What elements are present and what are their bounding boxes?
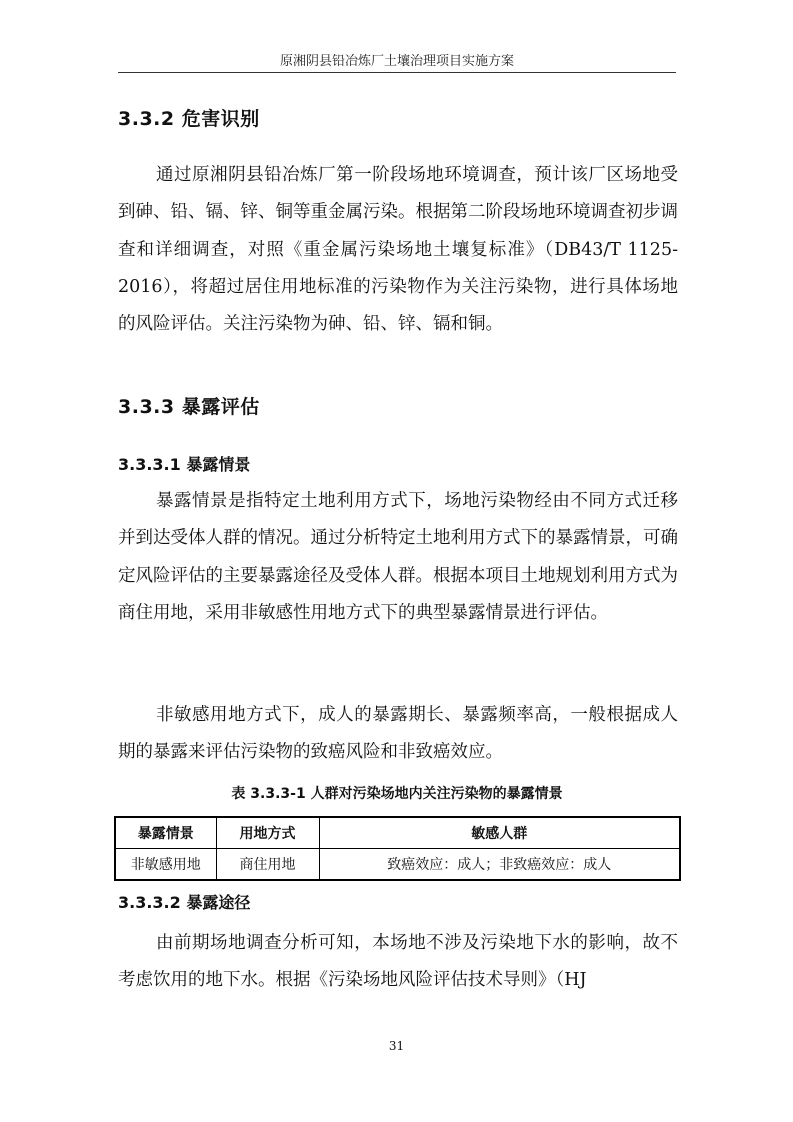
table-header-cell: 暴露情景 bbox=[115, 817, 216, 849]
table-row bbox=[115, 849, 680, 881]
page-number: 31 bbox=[388, 1039, 405, 1053]
table-cell: 非敏感用地 bbox=[115, 849, 216, 881]
section-title-exposure-assessment: 3.3.3 暴露评估 bbox=[118, 396, 260, 418]
paragraph-exposure-scenario-1: 暴露情景是指特定土地利用方式下，场地污染物经由不同方式迁移并到达受体人群的情况。通过分析特定土地利用方式下的暴露情景，可确定风险评估的主要暴露途径及受体人群。根据本项目土地规划利用方式为商住用地，采用非敏感性用地方式下的典型暴露情景进行评估。 bbox=[118, 491, 678, 623]
table-caption: 表 3.3.3-1 人群对污染场地内关注污染物的暴露情景 bbox=[231, 786, 563, 802]
header-divider bbox=[118, 72, 676, 73]
table-cell: 商住用地 bbox=[216, 849, 319, 881]
paragraph-exposure-scenario-2: 非敏感用地方式下，成人的暴露期长、暴露频率高，一般根据成人期的暴露来评估污染物的致癌风险和非致癌效应。 bbox=[118, 705, 678, 763]
exposure-scenario-table bbox=[114, 816, 681, 881]
subsection-title-exposure-scenario: 3.3.3.1 暴露情景 bbox=[118, 455, 251, 474]
table-header-cell: 敏感人群 bbox=[319, 817, 680, 849]
table-header-cell: 用地方式 bbox=[216, 817, 319, 849]
subsection-title-exposure-pathway: 3.3.3.2 暴露途径 bbox=[118, 893, 251, 912]
paragraph-hazard-identification: 通过原湘阴县铅冶炼厂第一阶段场地环境调查，预计该厂区场地受到砷、铅、镉、锌、铜等重金属污染。根据第二阶段场地环境调查初步调查和详细调查，对照《重金属污染场地土壤复标准》（DB43/T 1125-2016），将超过居住用地标准的污染物作为关注污染物，进行具体场地的风险评估。关注污染物为砷、铅、锌、镉和铜。 bbox=[118, 165, 678, 335]
table-header-row bbox=[115, 817, 680, 849]
page-header-title: 原湘阴县铅冶炼厂土壤治理项目实施方案 bbox=[279, 54, 514, 69]
paragraph-exposure-pathway: 由前期场地调查分析可知，本场地不涉及污染地下水的影响，故不考虑饮用的地下水。根据《污染场地风险评估技术导则》（HJ bbox=[118, 933, 678, 991]
table-cell: 致癌效应：成人；非致癌效应：成人 bbox=[319, 849, 680, 881]
section-title-hazard-identification: 3.3.2 危害识别 bbox=[118, 108, 260, 130]
